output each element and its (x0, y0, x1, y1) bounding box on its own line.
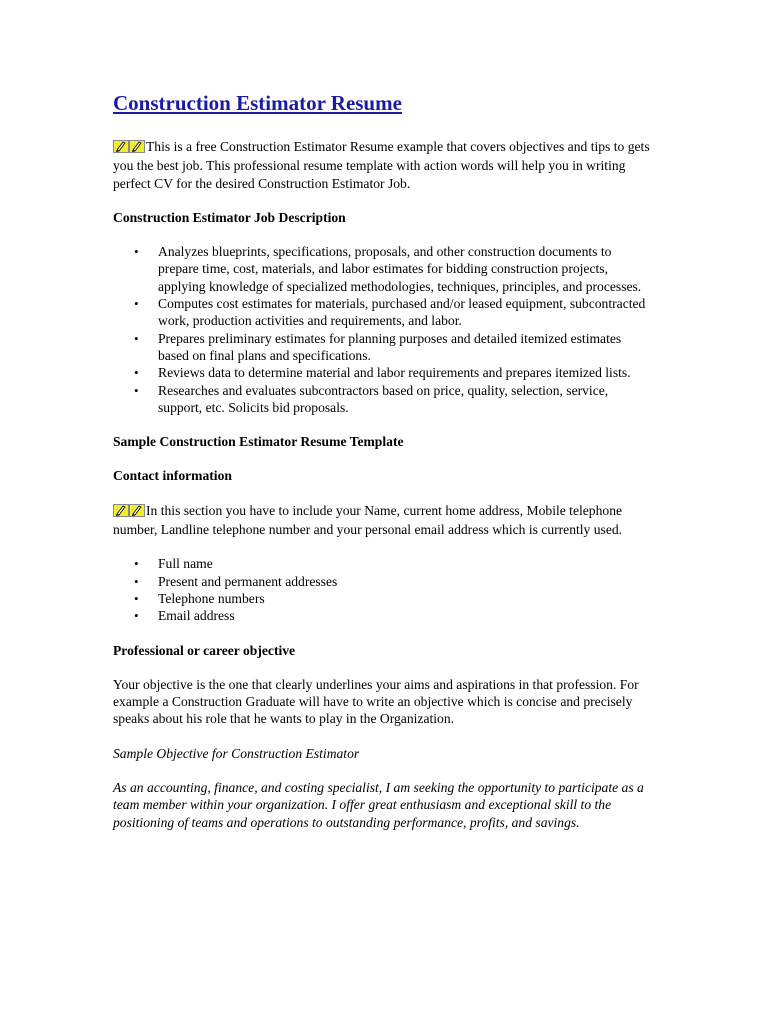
edit-pencil-pair-icon (113, 140, 145, 157)
contact-list (113, 555, 653, 624)
list-item: • Prepares preliminary estimates for planning purposes and detailed itemized estimates based on final plans and specifications. (134, 330, 622, 363)
list-item: • Present and permanent addresses (134, 573, 338, 589)
edit-pencil-icon (129, 140, 145, 153)
list-item: • Researches and evaluates subcontractors based on price, quality, selection, service, support, etc. Solicits bid proposals. (134, 382, 609, 415)
sample-objective-heading: Sample Objective for Construction Estimator (113, 745, 360, 761)
list-item: • Computes cost estimates for materials, purchased and/or leased equipment, subcontracted work, production activities and requirements, and labor. (134, 296, 646, 329)
objective-paragraph: Your objective is the one that clearly underlines your aims and aspirations in that profession. For example a Construction Graduate will have to write an objective which is concise and precisely speaks about his role that he wants to play in the Organization. (113, 676, 639, 727)
document-page (113, 88, 653, 831)
intro-paragraph (113, 138, 653, 192)
job-description-heading: Construction Estimator Job Description (113, 209, 346, 225)
contact-paragraph (113, 502, 653, 539)
edit-pencil-icon (129, 504, 145, 517)
edit-pencil-icon (113, 504, 129, 517)
bullet-icon: • (134, 608, 139, 624)
edit-pencil-pair-icon (113, 504, 145, 521)
contact-heading: Contact information (113, 468, 232, 484)
bullet-icon: • (134, 573, 139, 589)
job-description-list (113, 243, 653, 416)
bullet-icon: • (134, 382, 139, 398)
document-title[interactable]: Construction Estimator Resume (113, 91, 402, 115)
contact-text: In this section you have to include your Name, current home address, Mobile telephone number, Landline telephone number and your personal email address which is currently used. (113, 502, 623, 538)
bullet-icon: • (134, 296, 139, 312)
list-item: • Telephone numbers (134, 590, 265, 606)
intro-text: This is a free Construction Estimator Resume example that covers objectives and tips to gets you the best job. This professional resume template with action words will help you in writing perfect CV for the desired Construction Estimator Job. (113, 139, 650, 191)
objective-heading: Professional or career objective (113, 642, 296, 658)
bullet-icon: • (134, 330, 139, 346)
list-item: • Full name (134, 556, 213, 572)
bullet-icon: • (134, 590, 139, 606)
bullet-icon: • (134, 365, 139, 381)
list-item: • Email address (134, 608, 235, 624)
bullet-icon: • (134, 556, 139, 572)
sample-objective-paragraph: As an accounting, finance, and costing specialist, I am seeking the opportunity to participate as a team member within your organization. I offer great enthusiasm and exceptional skill to the positioning of teams and operations to outstanding performance, profits, and savings. (113, 780, 644, 830)
list-item: • Analyzes blueprints, specifications, proposals, and other construction documents to prepare time, cost, materials, and labor estimates for bidding construction projects, applying knowledge of specialized methodologies, techniques, principles, and processes. (134, 244, 642, 294)
bullet-icon: • (134, 244, 139, 260)
edit-pencil-icon (113, 140, 129, 153)
template-heading: Sample Construction Estimator Resume Template (113, 434, 404, 450)
list-item: • Reviews data to determine material and labor requirements and prepares itemized lists. (134, 365, 631, 381)
